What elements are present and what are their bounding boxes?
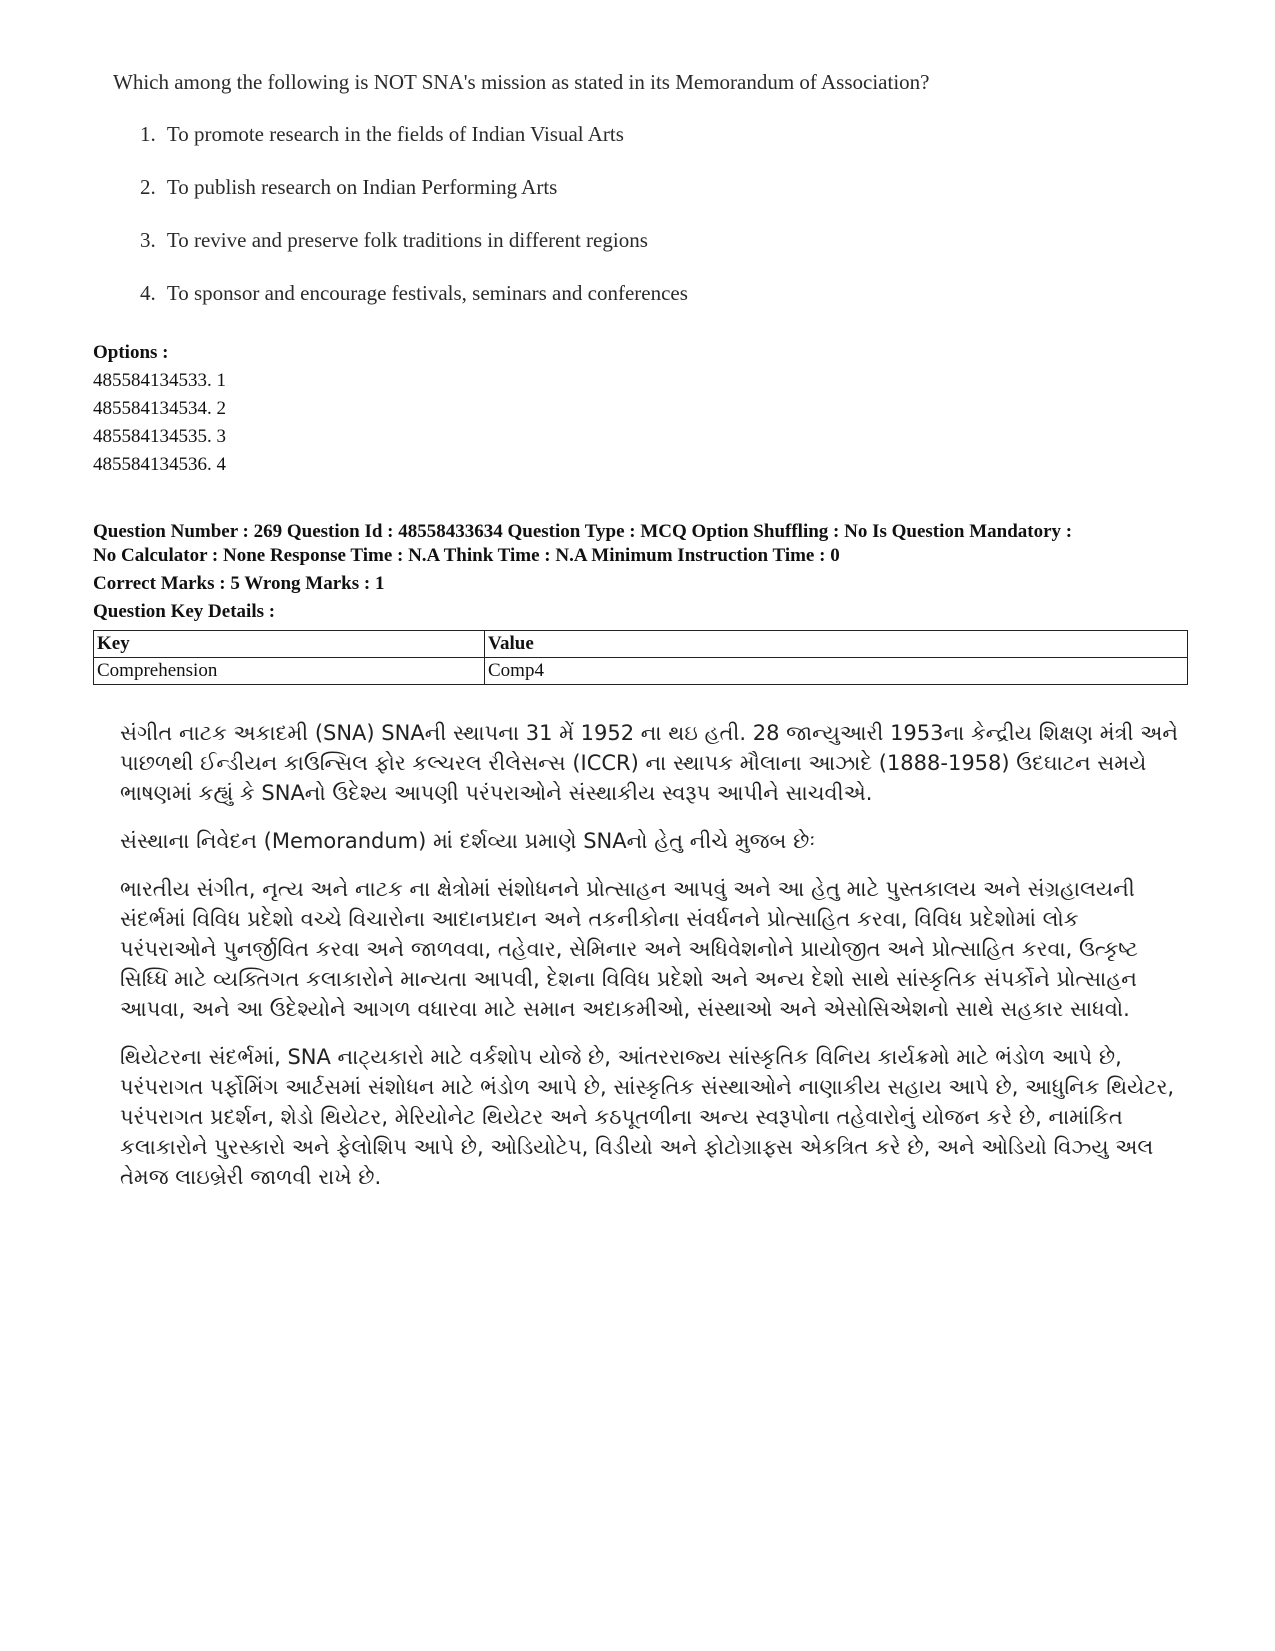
- question-meta: [93, 520, 1203, 624]
- key-details-table: [93, 630, 1188, 685]
- option-item: 485584134535. 3: [93, 426, 226, 447]
- passage-paragraph: થિયેટરના સંદર્ભમાં, SNA નાટ્યકારો માટે વર્કશોપ યોજે છે, આંતરરાજ્ય સાંસ્કૃતિક વિનિય કાર્યક્રમો માટે ભંડોળ આપે છે, પરંપરાગત પર્ફોમિંગ આર્ટસમાં સંશોધન માટે ભંડોળ આપે છે, સાંસ્કૃતિક સંસ્થાઓને નાણાકીય સહાય આપે છે, આધુનિક થિયેટર, પરંપરાગત પ્રદર્શન, શેડો થિયેટર, મેરિયોનેટ થિયેટર અને કઠપૂતળીના અન્ય સ્વરૂપોના તહેવારોનું યોજન કરે છે, નામાંકિત કલાકારોને પુરસ્કારો અને ફેલોશિપ આપે છે, ઓડિયોટેપ, વિડીયો અને ફોટોગ્રાફ્સ એકત્રિત કરે છે, અને ઓડિયો વિઝ્યુ અલ તેમજ લાઇબ્રેરી જાળવી રાખે છે.: [120, 1045, 1175, 1189]
- header-key: Key: [94, 631, 485, 658]
- statement-item: 3. To revive and preserve folk traditions in different regions: [140, 228, 648, 252]
- statement-item: 4. To sponsor and encourage festivals, seminars and conferences: [140, 281, 688, 305]
- option-item: 485584134536. 4: [93, 454, 226, 475]
- passage-paragraph: સંસ્થાના નિવેદન (Memorandum) માં દર્શવ્યા પ્રમાણે SNAનો હેતુ નીચે મુજબ છેઃ: [120, 829, 816, 853]
- statement-item: 2. To publish research on Indian Performing Arts: [140, 175, 558, 199]
- statement-list: [113, 121, 1163, 306]
- key-details-label: Question Key Details :: [93, 601, 276, 622]
- options-label: Options :: [93, 342, 169, 363]
- passage-paragraph: ભારતીય સંગીત, નૃત્ય અને નાટક ના ક્ષેત્રોમાં સંશોધનને પ્રોત્સાહન આપવું અને આ હેતુ માટે પુસ્તકાલય અને સંગ્રહાલયની સંદર્ભમાં વિવિધ પ્રદેશો વચ્ચે વિચારોના આદાનપ્રદાન અને તકનીકોના સંવર્ધનને પ્રોત્સાહિત કરવા, વિવિધ પ્રદેશોમાં લોક પરંપરાઓને પુનર્જીવિત કરવા અને જાળવવા, તહેવાર, સેમિનાર અને અધિવેશનોને પ્રાયોજીત અને પ્રોત્સાહિત કરવા, ઉત્કૃષ્ટ સિધ્ધિ માટે વ્યક્તિગત કલાકારોને માન્યતા આપવી, દેશના વિવિધ પ્રદેશો અને અન્ય દેશો સાથે સાંસ્કૃતિક સંપર્કોને પ્રોત્સાહન આપવા, અને આ ઉદેશ્યોને આગળ વધારવા માટે સમાન અદાકમીઓ, સંસ્થાઓ અને એસોસિએશનો સાથે સહકાર સાધવો.: [120, 877, 1138, 1021]
- question-stem: Which among the following is NOT SNA's mission as stated in its Memorandum of Association?: [113, 70, 930, 94]
- header-value: Value: [485, 631, 1188, 658]
- marks-line: Correct Marks : 5 Wrong Marks : 1: [93, 573, 385, 594]
- table-header-row: [94, 631, 1188, 658]
- cell-key: Comprehension: [94, 658, 485, 685]
- comprehension-passage: [120, 718, 1180, 1210]
- cell-value: Comp4: [485, 658, 1188, 685]
- option-item: 485584134534. 2: [93, 398, 226, 419]
- option-item: 485584134533. 1: [93, 370, 226, 391]
- statement-item: 1. To promote research in the fields of Indian Visual Arts: [140, 122, 624, 146]
- meta-line-2: No Calculator : None Response Time : N.A Think Time : N.A Minimum Instruction Time : 0: [93, 545, 840, 566]
- options-block: [93, 339, 1193, 479]
- question-image: [113, 70, 1163, 333]
- table-row: [94, 658, 1188, 685]
- meta-line-1: Question Number : 269 Question Id : 48558433634 Question Type : MCQ Option Shuffling : No Is Question Mandatory :: [93, 521, 1073, 542]
- passage-paragraph: સંગીત નાટક અકાદમી (SNA) SNAની સ્થાપના 31 મેં 1952 ના થઇ હતી. 28 જાન્યુઆરી 1953ના કેન્દ્રીય શિક્ષણ મંત્રી અને પાછળથી ઈન્ડીયન કાઉન્સિલ ફોર કલ્ચરલ રીલેસન્સ (ICCR) ના સ્થાપક મૌલાના આઝાદે (1888-1958) ઉદઘાટન સમયે ભાષણમાં કહ્યું કે SNAનો ઉદેશ્ય આપણી પરંપરાઓને સંસ્થાકીય સ્વરૂપ આપીને સાચવીએ.: [120, 721, 1179, 805]
